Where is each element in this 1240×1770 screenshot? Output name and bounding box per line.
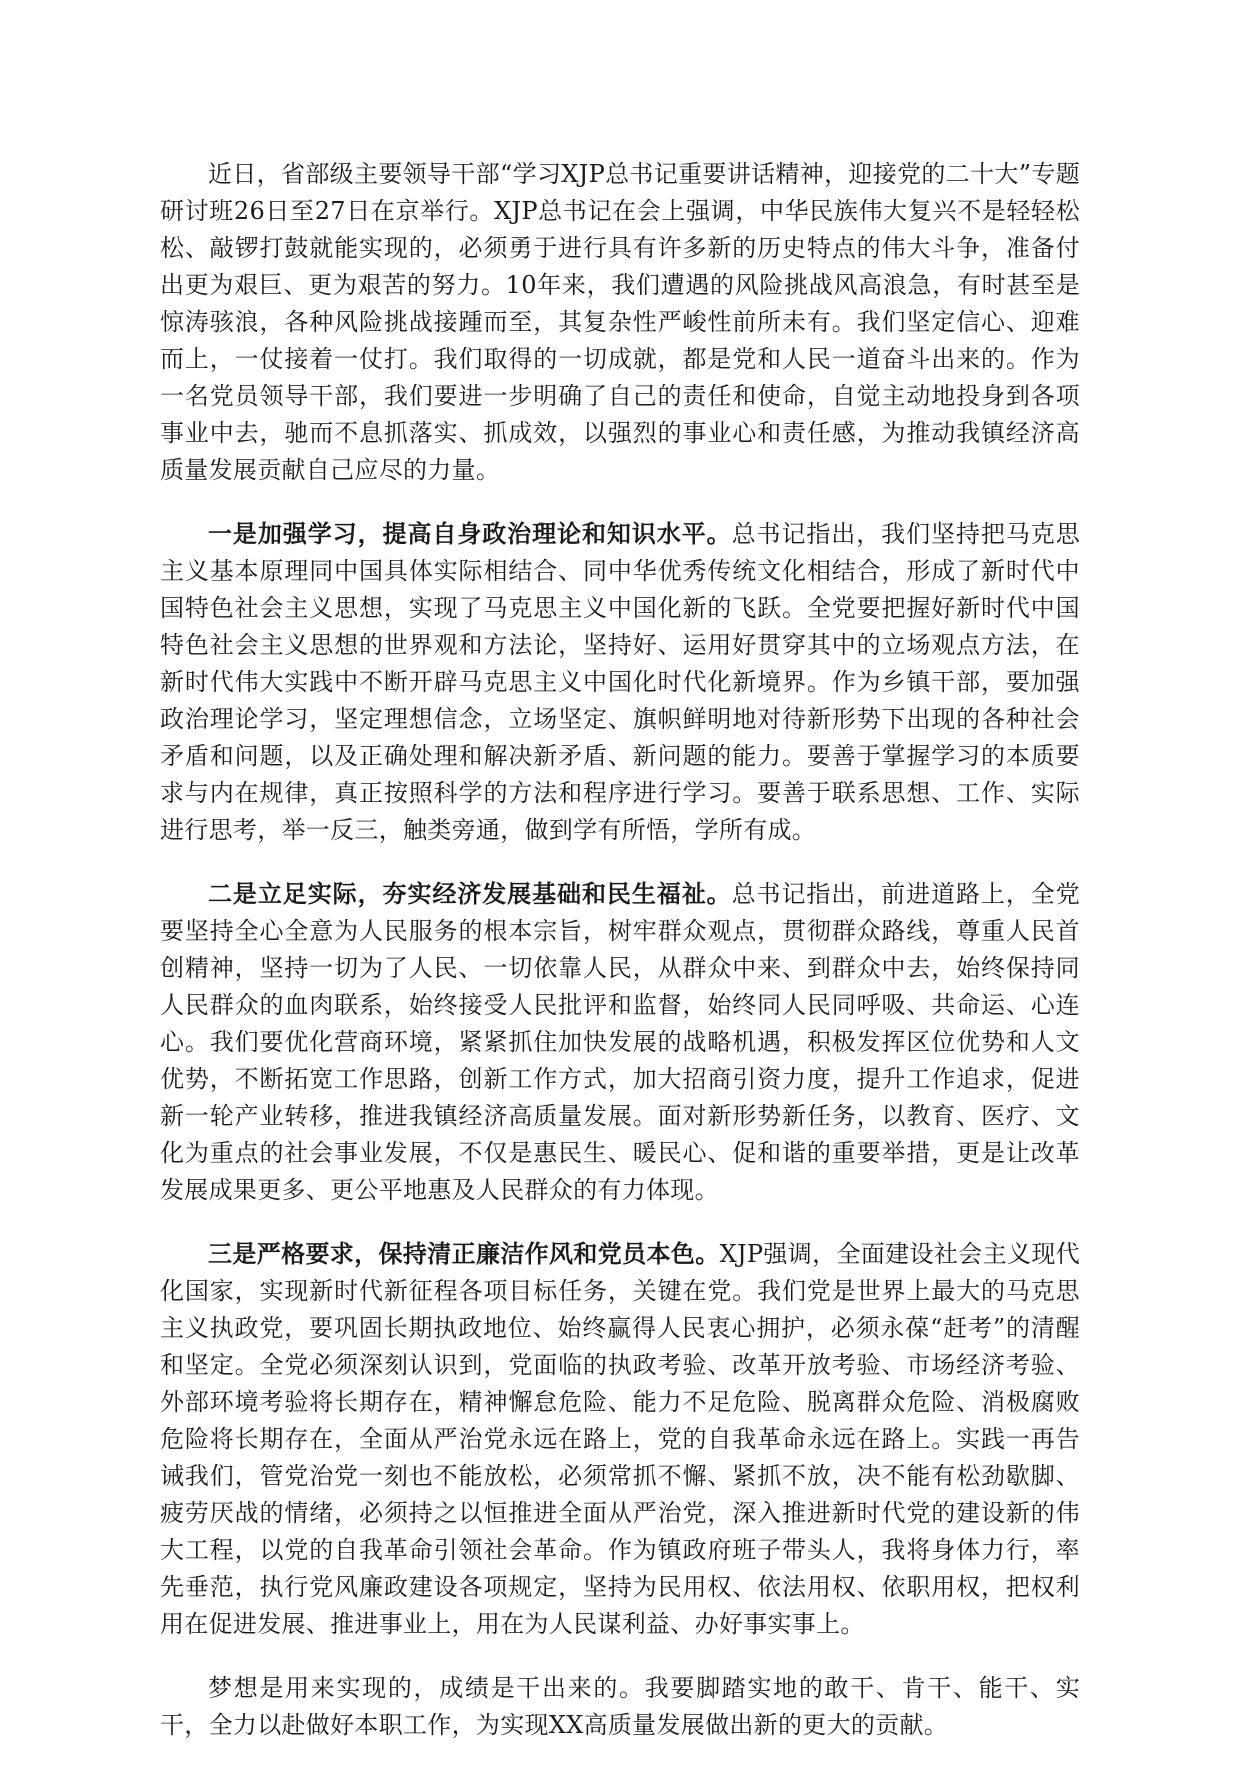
paragraph-text: XJP强调，全面建设社会主义现代化国家，实现新时代新征程各项目标任务，关键在党。我们党是世界上最大的马克思主义执政党，要巩固长期执政地位、始终赢得人民衷心拥护，必须永葆“赶考”的清醒和坚定。全党必须深刻认识到，党面临的执政考验、改革开放考验、市场经济考验、外部环境考验将长期存在，精神懈怠危险、能力不足危险、脱离群众危险、消极腐败危险将长期存在，全面从严治党永远在路上，党的自我革命永远在路上。实践一再告诫我们，管党治党一刻也不能放松，必须常抓不懈、紧抓不放，决不能有松劲歇脚、疲劳厌战的情绪，必须持之以恒推进全面从严治党，深入推进新时代党的建设新的伟大工程，以党的自我革命引领社会革命。作为镇政府班子带头人，我将身体力行，率先垂范，执行党风廉政建设各项规定，坚持为民用权、依法用权、依职用权，把权利用在促进发展、推进事业上，用在为人民谋利益、办好事实事上。 — [160, 1240, 1080, 1638]
paragraph-text: 近日，省部级主要领导干部“学习XJP总书记重要讲话精神，迎接党的二十大”专题研讨班26日至27日在京举行。XJP总书记在会上强调，中华民族伟大复兴不是轻轻松松、敲锣打鼓就能实现的，必须勇于进行具有许多新的历史特点的伟大斗争，准备付出更为艰巨、更为艰苦的努力。10年来，我们遭遇的风险挑战风高浪急，有时甚至是惊涛骇浪，各种风险挑战接踵而至，其复杂性严峻性前所未有。我们坚定信心、迎难而上，一仗接着一仗打。我们取得的一切成就，都是党和人民一道奋斗出来的。作为一名党员领导干部，我们要进一步明确了自己的责任和使命，自觉主动地投身到各项事业中去，驰而不息抓落实、抓成效，以强烈的事业心和责任感，为推动我镇经济高质量发展贡献自己应尽的力量。 — [160, 160, 1080, 484]
paragraph-lead: 一是加强学习，提高自身政治理论和知识水平。 — [208, 519, 732, 548]
paragraph-point-2 — [160, 875, 1080, 1209]
paragraph-text: 总书记指出，我们坚持把马克思主义基本原理同中国具体实际相结合、同中华优秀传统文化相结合，形成了新时代中国特色社会主义思想，实现了马克思主义中国化新的飞跃。全党要把握好新时代中国特色社会主义思想的世界观和方法论，坚持好、运用好贯穿其中的立场观点方法，在新时代伟大实践中不断开辟马克思主义中国化时代化新境界。作为乡镇干部，要加强政治理论学习，坚定理想信念，立场坚定、旗帜鲜明地对待新形势下出现的各种社会矛盾和问题，以及正确处理和解决新矛盾、新问题的能力。要善于掌握学习的本质要求与内在规律，真正按照科学的方法和程序进行学习。要善于联系思想、工作、实际进行思考，举一反三，触类旁通，做到学有所悟，学所有成。 — [160, 520, 1080, 844]
paragraph-intro — [160, 155, 1080, 489]
paragraph-lead: 三是严格要求，保持清正廉洁作风和党员本色。 — [208, 1239, 720, 1268]
paragraph-text: 梦想是用来实现的，成绩是干出来的。我要脚踏实地的敢干、肯干、能干、实干，全力以赴做好本职工作，为实现XX高质量发展做出新的更大的贡献。 — [160, 1674, 1080, 1739]
paragraph-point-3 — [160, 1235, 1080, 1643]
paragraph-text: 总书记指出，前进道路上，全党要坚持全心全意为人民服务的根本宗旨，树牢群众观点，贯彻群众路线，尊重人民首创精神，坚持一切为了人民、一切依靠人民，从群众中来、到群众中去，始终保持同人民群众的血肉联系，始终接受人民批评和监督，始终同人民同呼吸、共命运、心连心。我们要优化营商环境，紧紧抓住加快发展的战略机遇，积极发挥区位优势和人文优势，不断拓宽工作思路，创新工作方式，加大招商引资力度，提升工作追求，促进新一轮产业转移，推进我镇经济高质量发展。面对新形势新任务，以教育、医疗、文化为重点的社会事业发展，不仅是惠民生、暖民心、促和谐的重要举措，更是让改革发展成果更多、更公平地惠及人民群众的有力体现。 — [160, 880, 1080, 1204]
paragraph-lead: 二是立足实际，夯实经济发展基础和民生福祉。 — [208, 879, 732, 908]
paragraph-point-1 — [160, 515, 1080, 849]
paragraph-conclusion — [160, 1669, 1080, 1744]
document-body — [160, 155, 1080, 1770]
